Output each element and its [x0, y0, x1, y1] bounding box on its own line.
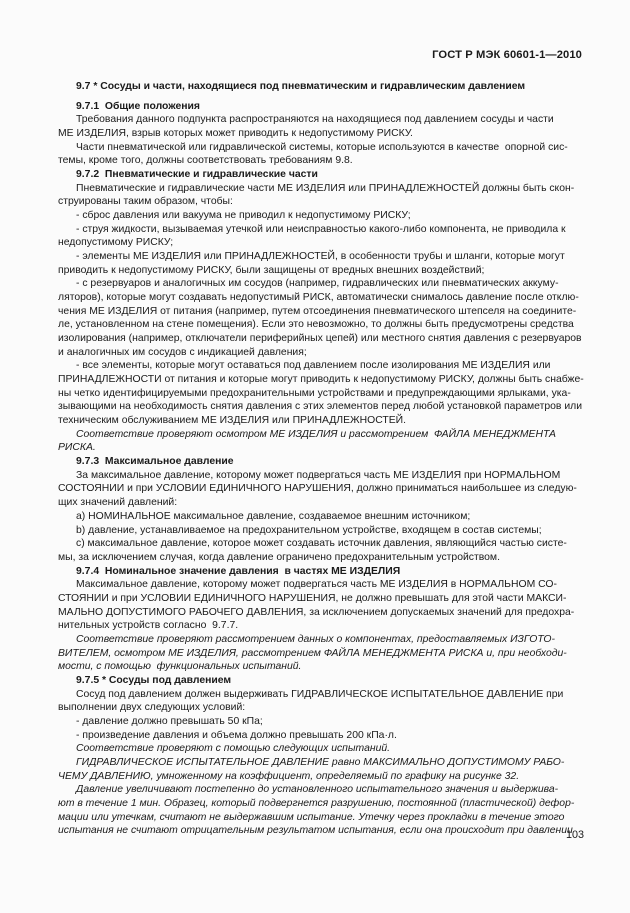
text-line: нительных устройств согласно 9.7.7. [58, 620, 239, 632]
page-number: 103 [565, 829, 584, 841]
text-line: - с резервуаров и аналогичных им сосудов (например, гидравлических или пневматических аккуму- [76, 278, 559, 290]
text-line: недопустимому РИСКУ; [58, 237, 174, 249]
document-body [58, 80, 584, 838]
text-line: - давление должно превышать 50 кПа; [76, 715, 263, 727]
text-line: ны четко идентифицируемыми предохранительными устройствами и предупреждающими ярлыками, ука- [58, 387, 571, 399]
text-line: Сосуд под давлением должен выдерживать ГИДРАВЛИЧЕСКОЕ ИСПЫТАТЕЛЬНОЕ ДАВЛЕНИЕ при [76, 688, 564, 700]
text-line: За максимальное давление, которому может подвергаться часть МЕ ИЗДЕЛИЯ при НОРМАЛЬНОМ [76, 469, 561, 481]
section-heading: 9.7.5 * Сосуды под давлением [76, 674, 232, 686]
text-line: МЕ ИЗДЕЛИЯ, взрыв которых может приводить к недопустимому РИСКУ. [58, 128, 413, 140]
text-line: Части пневматической или гидравлической системы, которые используются в качестве опорной сис- [76, 141, 568, 153]
text-line: ГИДРАВЛИЧЕСКОЕ ИСПЫТАТЕЛЬНОЕ ДАВЛЕНИЕ равно МАКСИМАЛЬНО ДОПУСТИМОМУ РАБО- [76, 756, 565, 768]
text-line: ляторов), которые могут создавать недопустимый РИСК, автоматически снималось давление после отклю- [58, 292, 579, 304]
text-line: чения МЕ ИЗДЕЛИЯ от питания (например, путем отсоединения пневматического штепселя на соедините- [58, 305, 577, 317]
text-line: зывающими на необходимость снятия давления с этих элементов перед любой установкой параметров или [58, 401, 582, 413]
text-line: темы, кроме того, должны соответствовать требованиям 9.8. [58, 155, 353, 167]
text-line: Давление увеличивают постепенно до установленного испытательного значения и выдержива- [76, 784, 559, 796]
text-line: Максимальное давление, которому может подвергаться часть МЕ ИЗДЕЛИЯ в НОРМАЛЬНОМ СО- [76, 579, 557, 591]
text-line: - все элементы, которые могут оставаться под давлением после изолирования МЕ ИЗДЕЛИЯ или [76, 360, 551, 372]
text-line: мы, за исключением случая, когда давление ограничено предохранительным устройством. [58, 551, 500, 563]
text-line: ВИТЕЛЕМ, осмотром МЕ ИЗДЕЛИЯ, рассмотрением ФАЙЛА МЕНЕДЖМЕНТА РИСКА и, при необходи- [58, 647, 567, 659]
text-line: c) максимальное давление, которое может создавать источник давления, являющийся частью систе- [76, 538, 567, 550]
text-line: выполнении двух следующих условий: [58, 702, 246, 714]
standard-code-header: ГОСТ Р МЭК 60601-1—2010 [432, 49, 582, 61]
text-line: техническим обслуживанием МЕ ИЗДЕЛИЯ или ПРИНАДЛЕЖНОСТЕЙ. [58, 415, 406, 427]
section-heading: 9.7.3 Максимальное давление [76, 456, 234, 468]
text-line: СОСТОЯНИИ и при УСЛОВИИ ЕДИНИЧНОГО НАРУШЕНИЯ, должно приниматься наибольшее из следую- [58, 483, 577, 495]
text-line: a) НОМИНАЛЬНОЕ максимальное давление, создаваемое внешним источником; [76, 510, 471, 522]
text-line: РИСКА. [58, 442, 96, 454]
text-line: Соответствие проверяют осмотром МЕ ИЗДЕЛИЯ и рассмотрением ФАЙЛА МЕНЕДЖМЕНТА [76, 428, 556, 440]
text-line: изолирования (например, отключатели периферийных цепей) или местного снятия давления с резервуаров [58, 333, 582, 345]
text-line: мости, с помощью функциональных испытаний. [58, 661, 302, 673]
text-line: ПРИНАДЛЕЖНОСТИ от питания и которые могут приводить к недопустимому РИСКУ, должны быть снабже- [58, 374, 584, 386]
section-heading: 9.7.4 Номинальное значение давления в частях МЕ ИЗДЕЛИЯ [76, 565, 401, 577]
text-line: ют в течение 1 мин. Образец, который подвергнется разрушению, постоянной (пластической) дефор- [58, 797, 575, 809]
text-line: МАЛЬНО ДОПУСТИМОГО РАБОЧЕГО ДАВЛЕНИЯ, за исключением допускаемых значений для предохра- [58, 606, 575, 618]
text-line: Соответствие проверяют рассмотрением данных о компонентах, предоставляемых ИЗГОТО- [76, 633, 555, 645]
section-heading: 9.7 * Сосуды и части, находящиеся под пневматическим и гидравлическим давлением [76, 81, 526, 92]
text-line: приводить к недопустимому РИСКУ, были защищены от вредных внешних воздействий; [58, 264, 485, 276]
text-line: - сброс давления или вакуума не приводил к недопустимому РИСКУ; [76, 210, 411, 222]
text-line: ле, установленном на стене помещения). Если это невозможно, то должны быть предусмотрены средства [58, 319, 574, 331]
text-line: b) давление, устанавливаемое на предохранительном устройстве, входящем в состав системы; [76, 524, 542, 536]
text-line: мации или утечкам, считают не выдержавшим испытание. Утечку через прокладки в течение этого [58, 811, 565, 823]
text-line: струированы таким образом, чтобы: [58, 196, 233, 208]
text-line: - струя жидкости, вызываемая утечкой или неисправностью какого-либо компонента, не приводила к [76, 223, 566, 235]
text-line: СТОЯНИИ и при УСЛОВИИ ЕДИНИЧНОГО НАРУШЕНИЯ, не должно превышать для этой части МАКСИ- [58, 592, 567, 604]
section-heading: 9.7.2 Пневматические и гидравлические части [76, 169, 318, 181]
text-line: испытания не считают отрицательным результатом испытания, если она происходит при давлении [58, 825, 573, 837]
section-heading: 9.7.1 Общие положения [76, 100, 200, 112]
text-line: и аналогичных им сосудов с индикацией давления; [58, 346, 307, 358]
text-line: Требования данного подпункта распространяются на находящиеся под давлением сосуды и части [76, 114, 554, 126]
text-line: ЧЕМУ ДАВЛЕНИЮ, умноженному на коэффициент, определяемый по графику на рисунке 32. [58, 770, 520, 782]
text-line: - произведение давления и объема должно превышать 200 кПа·л. [76, 729, 397, 741]
text-line: щих значений давлений: [58, 497, 178, 509]
text-line: Пневматические и гидравлические части МЕ ИЗДЕЛИЯ или ПРИНАДЛЕЖНОСТЕЙ должны быть скон- [76, 182, 575, 194]
text-line: Соответствие проверяют с помощью следующих испытаний. [76, 743, 391, 755]
text-line: - элементы МЕ ИЗДЕЛИЯ или ПРИНАДЛЕЖНОСТЕЙ, в особенности трубы и шланги, которые могут [76, 251, 565, 263]
